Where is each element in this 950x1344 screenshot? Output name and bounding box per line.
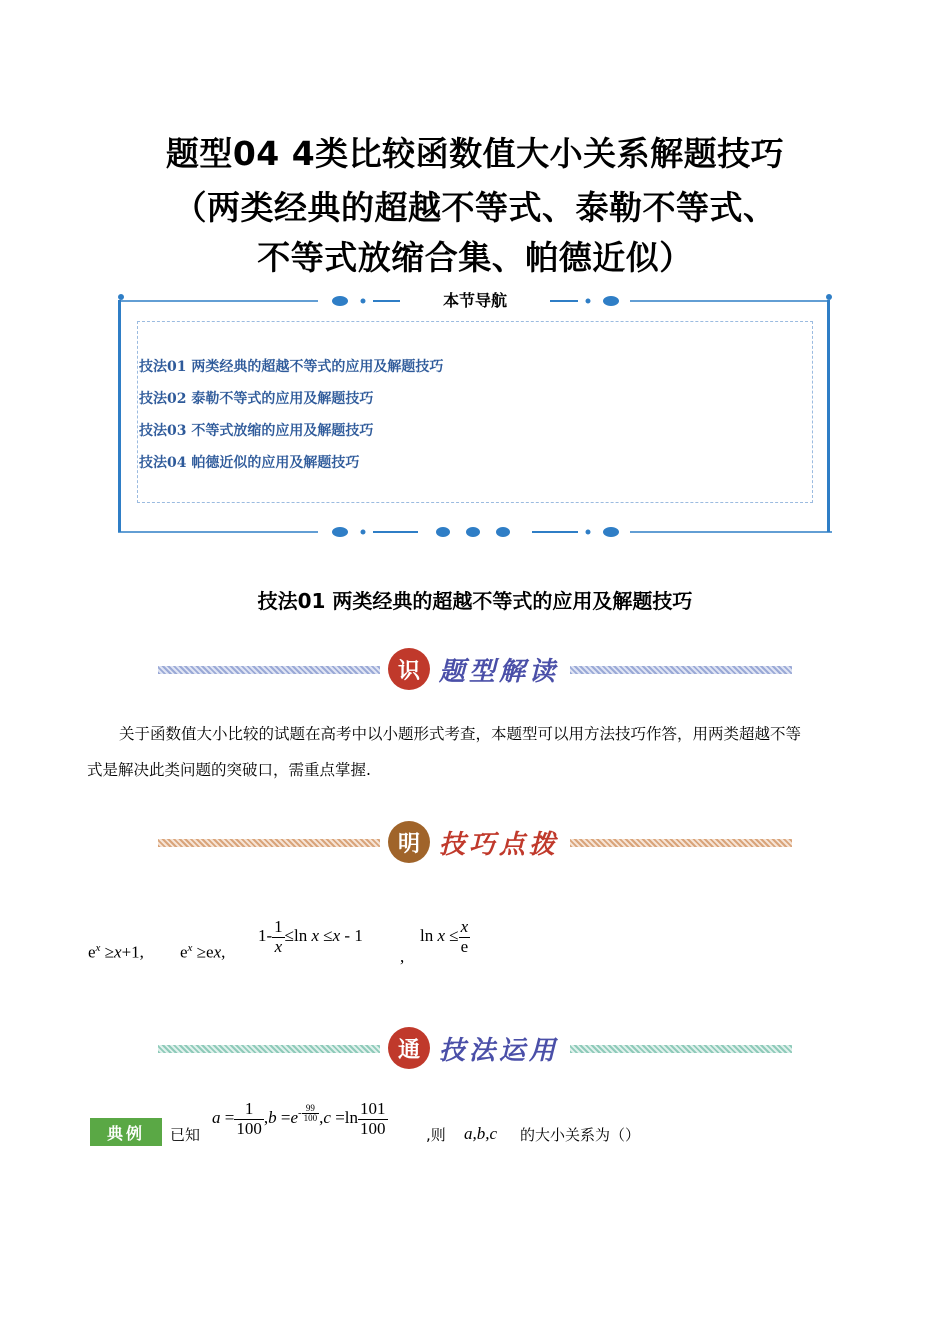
intro-line-1: 关于函数值大小比较的试题在高考中以小题形式考查，本题型可以用方法技巧作答，用两类超越不等 [119,725,802,743]
banner-application [155,1024,795,1074]
example-vars: a,b,c [464,1124,498,1143]
nav-item-4[interactable]: 技法04 帕德近似的应用及解题技巧 [139,455,360,471]
section-title: 技法01 两类经典的超越不等式的应用及解题技巧 [257,589,693,613]
formula-comma: , [400,947,405,966]
banner-text: 题型解读 [439,657,560,687]
banner-tips [155,818,795,868]
example-suffix: 的大小关系为（） [520,1126,641,1144]
seal-icon: 识 [388,648,430,690]
example-prefix: 已知 [170,1126,201,1144]
nav-item-1[interactable]: 技法01 两类经典的超越不等式的应用及解题技巧 [139,359,444,375]
example-tag: 典例 [90,1118,162,1146]
example-formula: a = $\frac{1}{100}$ $,b =e^{- \frac{99}{100}}$ ,c =ln $\frac{101}{100}$ [212,1099,386,1138]
formula-ex-ge-x-plus-1: $e^x \ge x+1$, [88,942,144,962]
nav-inner-box [137,321,813,503]
nav-bottom-border [118,522,832,542]
nav-title: 本节导航 [400,288,550,311]
formula-lnx-le-x-over-e: ln x ≤ $\frac{x}{e}$ [420,917,469,956]
page-title-line-2: （两类经典的超越不等式、泰勒不等式、 [173,188,777,227]
formula-ex-ge-ex: $e^x \ge ex$, [180,942,226,962]
banner-reading [155,645,795,695]
banner-text: 技法运用 [439,1036,560,1066]
example-then: ,则 [426,1126,446,1144]
seal-icon: 通 [388,1027,430,1069]
nav-item-2[interactable]: 技法02 泰勒不等式的应用及解题技巧 [139,391,374,407]
banner-text: 技巧点拨 [439,830,560,860]
seal-icon: 明 [388,821,430,863]
formula-ln-bounds: 1- $\frac{1}{x}$ ≤ln x ≤x - 1 [258,917,363,956]
nav-item-3[interactable]: 技法03 不等式放缩的应用及解题技巧 [139,423,374,439]
page-title-line-3: 不等式放缩合集、帕德近似） [257,238,693,277]
intro-line-2: 式是解决此类问题的突破口，需重点掌握. [87,761,371,779]
page-title-line-1: 题型04 4类比较函数值大小关系解题技巧 [165,134,785,173]
